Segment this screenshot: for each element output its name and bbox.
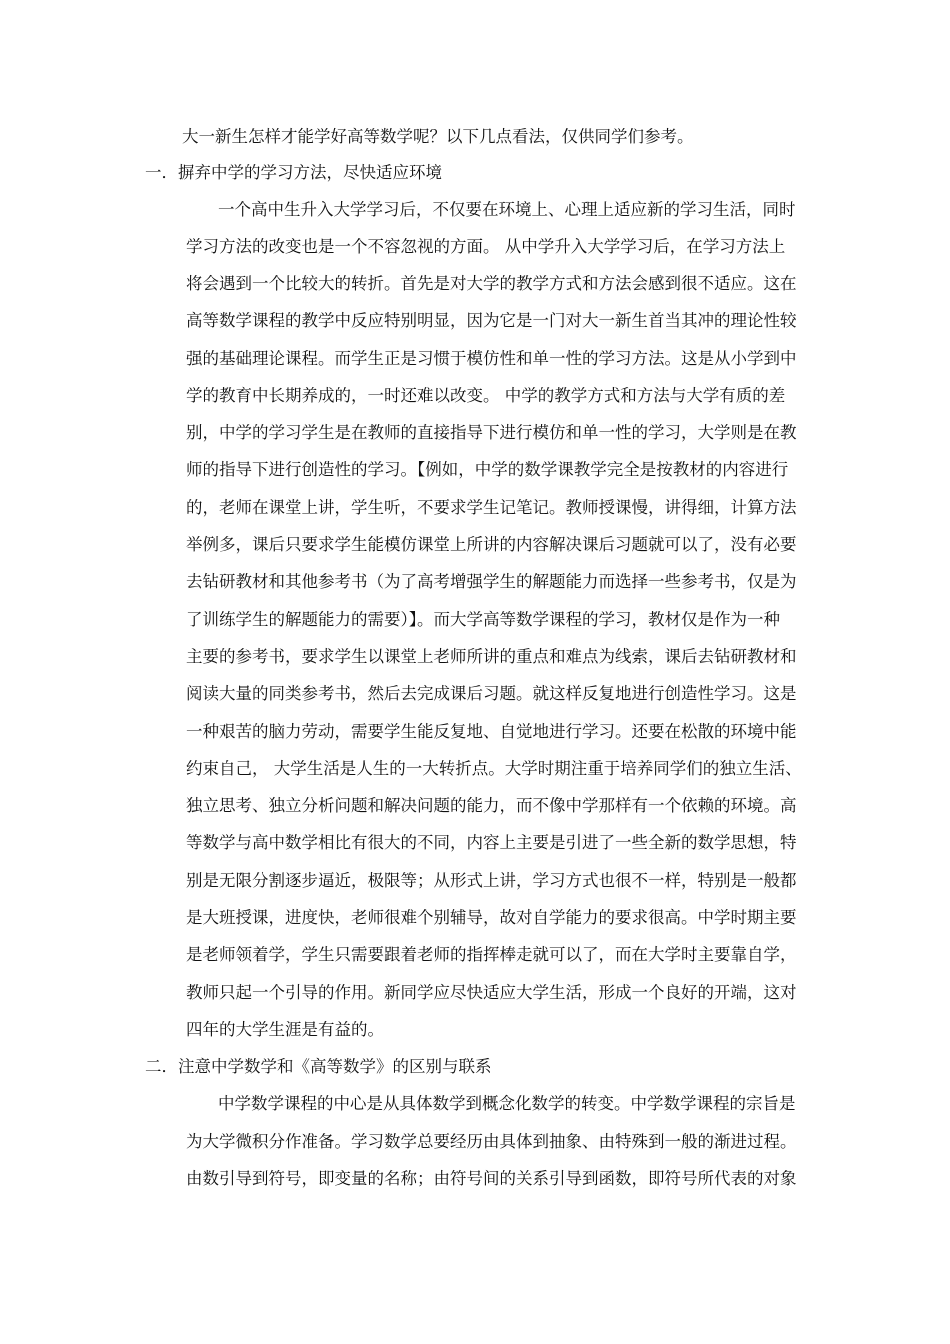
paragraph-line: 的，老师在课堂上讲，学生听，不要求学生记笔记。教师授课慢，讲得细，计算方法 — [186, 498, 797, 517]
paragraph-line: 别，中学的学习学生是在教师的直接指导下进行模仿和单一性的学习，大学则是在教 — [186, 423, 797, 442]
paragraph-line: 了训练学生的解题能力的需要）】。而大学高等数学课程的学习，教材仅是作为一种 — [186, 610, 780, 629]
paragraph-line: 中学数学课程的中心是从具体数学到概念化数学的转变。中学数学课程的宗旨是 — [218, 1094, 796, 1113]
paragraph-line: 是大班授课，进度快，老师很难个别辅导，故对自学能力的要求很高。中学时期主要 — [186, 908, 797, 927]
paragraph-line: 一个高中生升入大学学习后，不仅要在环境上、心理上适应新的学习生活，同时 — [218, 200, 796, 219]
paragraph-line: 约束自己， 大学生活是人生的一大转折点。大学时期注重于培养同学们的独立生活、 — [186, 759, 802, 778]
paragraph-line: 四年的大学生涯是有益的。 — [186, 1020, 384, 1039]
paragraph-line: 等数学与高中数学相比有很大的不同，内容上主要是引进了一些全新的数学思想，特 — [186, 833, 797, 852]
paragraph-line: 去钻研教材和其他参考书（为了高考增强学生的解题能力而选择一些参考书，仅是为 — [186, 572, 797, 591]
intro-line: 大一新生怎样才能学好高等数学呢？以下几点看法，仅供同学们参考。 — [182, 127, 694, 146]
paragraph-line: 教师只起一个引导的作用。新同学应尽快适应大学生活，形成一个良好的开端，这对 — [186, 983, 797, 1002]
paragraph-line: 主要的参考书，要求学生以课堂上老师所讲的重点和难点为线索，课后去钻研教材和 — [186, 647, 797, 666]
paragraph-line: 高等数学课程的教学中反应特别明显，因为它是一门对大一新生首当其冲的理论性较 — [186, 311, 797, 330]
paragraph-line: 师的指导下进行创造性的学习。【例如，中学的数学课教学完全是按教材的内容进行 — [186, 460, 789, 479]
section-heading: 二．注意中学数学和《高等数学》的区别与联系 — [145, 1057, 492, 1076]
paragraph-line: 阅读大量的同类参考书，然后去完成课后习题。就这样反复地进行创造性学习。这是 — [186, 684, 797, 703]
paragraph-line: 是老师领着学，学生只需要跟着老师的指挥棒走就可以了，而在大学时主要靠自学， — [186, 945, 797, 964]
paragraph-line: 学习方法的改变也是一个不容忽视的方面。 从中学升入大学学习后，在学习方法上 — [186, 237, 786, 256]
paragraph-line: 别是无限分割逐步逼近，极限等；从形式上讲，学习方式也很不一样，特别是一般都 — [186, 871, 797, 890]
paragraph-line: 学的教育中长期养成的，一时还难以改变。 中学的教学方式和方法与大学有质的差 — [186, 386, 786, 405]
paragraph-line: 独立思考、独立分析问题和解决问题的能力，而不像中学那样有一个依赖的环境。高 — [186, 796, 797, 815]
paragraph-line: 强的基础理论课程。而学生正是习惯于模仿性和单一性的学习方法。这是从小学到中 — [186, 349, 797, 368]
paragraph-line: 举例多，课后只要求学生能模仿课堂上所讲的内容解决课后习题就可以了，没有必要 — [186, 535, 797, 554]
section-heading: 一．摒弃中学的学习方法，尽快适应环境 — [145, 163, 442, 182]
paragraph-line: 为大学微积分作准备。学习数学总要经历由具体到抽象、由特殊到一般的渐进过程。 — [186, 1132, 797, 1151]
paragraph-line: 将会遇到一个比较大的转折。首先是对大学的教学方式和方法会感到很不适应。这在 — [186, 274, 797, 293]
paragraph-line: 由数引导到符号，即变量的名称；由符号间的关系引导到函数，即符号所代表的对象 — [186, 1169, 797, 1188]
paragraph-line: 一种艰苦的脑力劳动，需要学生能反复地、自觉地进行学习。还要在松散的环境中能 — [186, 722, 797, 741]
